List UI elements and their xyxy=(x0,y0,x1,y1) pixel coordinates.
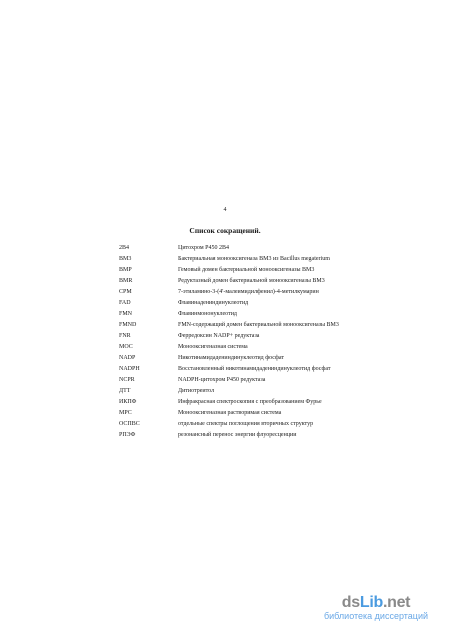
abbreviation-list xyxy=(119,243,379,441)
abbreviation-description: Никотинамидадениндинуклеотид фосфат xyxy=(178,355,284,361)
abbreviation-term: NADPH xyxy=(119,366,140,372)
abbreviation-description: Инфракрасная спектроскопия с преобразованием Фурье xyxy=(178,399,322,405)
abbreviation-description: 7-этиламино-3-(4'-малеимидилфенил)-4-метилкумарин xyxy=(178,289,319,295)
abbreviation-term: NCPR xyxy=(119,377,135,383)
abbreviation-term: BM3 xyxy=(119,256,132,262)
abbreviation-description: Монооксигеназная растворимая система xyxy=(178,410,282,416)
abbreviation-term: 2B4 xyxy=(119,245,130,251)
abbreviation-term: МРС xyxy=(119,410,132,416)
abbreviation-row xyxy=(119,309,379,320)
abbreviation-row xyxy=(119,397,379,408)
abbreviation-row xyxy=(119,265,379,276)
abbreviation-description: Монооксигеназная система xyxy=(178,344,248,350)
abbreviation-description: Цитохром P450 2B4 xyxy=(178,245,229,251)
abbreviation-row xyxy=(119,342,379,353)
abbreviation-description: Флавинадениндинуклеотид xyxy=(178,300,249,306)
abbreviation-description: Бактериальная монооксигеназа BM3 из Bacillus megaterium xyxy=(178,256,330,262)
abbreviation-description: Редуктазный домен бактериальной монооксигеназы BM3 xyxy=(178,278,325,284)
abbreviation-row xyxy=(119,419,379,430)
abbreviation-description: Дитиотреитол xyxy=(178,388,215,394)
abbreviation-description: Восстановленный никотинамидадениндинуклеотид фосфат xyxy=(178,366,331,372)
abbreviation-description: Ферредоксин NADP+ редуктаза xyxy=(178,333,260,339)
abbreviation-row xyxy=(119,320,379,331)
abbreviation-description: резонансный перенос энергии флуоресценции xyxy=(178,432,297,438)
abbreviation-row xyxy=(119,386,379,397)
abbreviation-term: ДТТ xyxy=(119,388,131,394)
abbreviation-term: FMN xyxy=(119,311,133,317)
watermark-subtitle: библиотека диссертаций xyxy=(323,611,428,621)
abbreviation-row xyxy=(119,408,379,419)
abbreviation-term: FNR xyxy=(119,333,131,339)
abbreviation-term: BMP xyxy=(119,267,132,273)
abbreviation-description: Флавинмононуклеотид xyxy=(178,311,237,317)
watermark-logo-text: dsLib.net xyxy=(341,594,411,611)
abbreviation-description: Гемовый домен бактериальной монооксигеназы BM3 xyxy=(178,267,315,273)
abbreviation-row xyxy=(119,287,379,298)
abbreviation-description: отдельные спектры поглощения вторичных структур xyxy=(178,421,314,427)
abbreviation-term: NADP xyxy=(119,355,136,361)
abbreviation-term: FMND xyxy=(119,322,137,328)
abbreviation-row xyxy=(119,331,379,342)
abbreviation-row xyxy=(119,353,379,364)
abbreviation-row xyxy=(119,254,379,265)
abbreviation-row xyxy=(119,375,379,386)
abbreviation-row xyxy=(119,364,379,375)
abbreviation-description: FMN-содержащий домен бактериальной монооксигеназы BM3 xyxy=(178,322,339,328)
abbreviation-row xyxy=(119,243,379,254)
abbreviation-term: BMR xyxy=(119,278,133,284)
page-title: Список сокращений. xyxy=(189,226,261,235)
abbreviation-term: FAD xyxy=(119,300,131,306)
abbreviation-row xyxy=(119,298,379,309)
abbreviation-term: ИКПФ xyxy=(119,399,137,405)
abbreviation-term: МОС xyxy=(119,344,133,350)
abbreviation-row xyxy=(119,430,379,441)
abbreviation-row xyxy=(119,276,379,287)
abbreviation-term: РПЭФ xyxy=(119,432,136,438)
abbreviation-term: ОСПВС xyxy=(119,421,140,427)
abbreviation-description: NADPH-цитохром P450 редуктаза xyxy=(178,377,266,383)
abbreviation-term: CPM xyxy=(119,289,132,295)
page-number: 4 xyxy=(223,207,227,213)
watermark-logo xyxy=(324,595,428,622)
